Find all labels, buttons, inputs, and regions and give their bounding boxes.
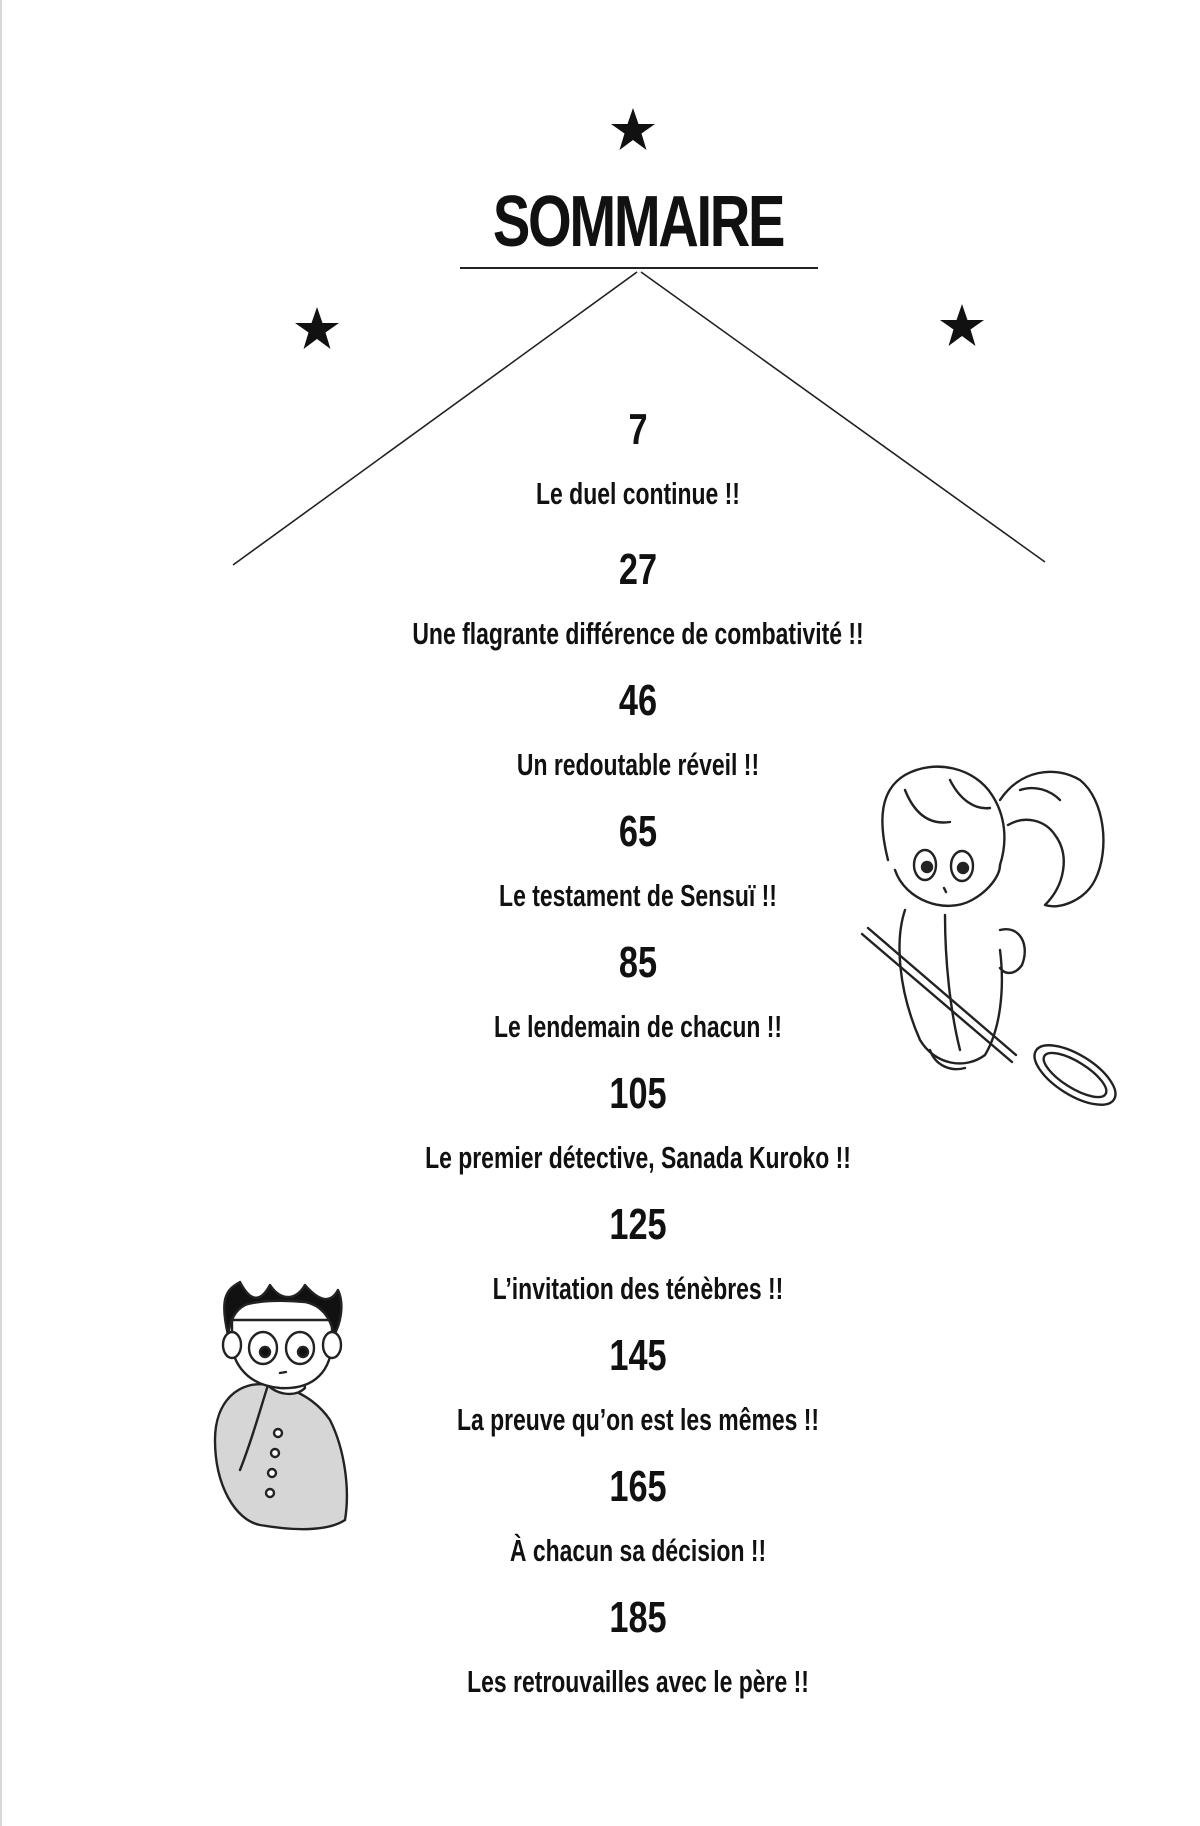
toc-chapter-title: Une flagrante différence de combativité !! <box>412 616 864 651</box>
toc-page-number: 27 <box>618 545 658 594</box>
toc-page-number: 125 <box>609 1200 667 1249</box>
toc-entry[interactable] <box>0 676 1200 782</box>
toc-entry[interactable] <box>0 1593 1200 1699</box>
toc-chapter-title: Un redoutable réveil !! <box>516 747 760 782</box>
toc-chapter-title: La preuve qu’on est les mêmes !! <box>456 1402 820 1437</box>
toc-page-number: 65 <box>618 807 658 856</box>
toc-entry[interactable] <box>0 1331 1200 1437</box>
star-icon <box>295 307 339 349</box>
toc-chapter-title: Le lendemain de chacun !! <box>493 1009 783 1044</box>
toc-page-number: 145 <box>609 1331 667 1380</box>
toc-entry[interactable] <box>0 1462 1200 1568</box>
toc-page-number: 7 <box>628 405 648 454</box>
toc-entry[interactable] <box>0 938 1200 1044</box>
star-icon <box>940 304 984 346</box>
toc-entry[interactable] <box>0 545 1200 651</box>
star-icon <box>611 108 655 150</box>
toc-page-number: 165 <box>609 1462 667 1511</box>
toc-entry[interactable] <box>0 1200 1200 1306</box>
toc-chapter-title: Le testament de Sensuï !! <box>499 878 777 913</box>
toc-chapter-title: Le duel continue !! <box>536 476 740 511</box>
toc-page-number: 46 <box>618 676 658 725</box>
toc-entry[interactable] <box>0 1069 1200 1175</box>
toc-chapter-title: Le premier détective, Sanada Kuroko !! <box>425 1140 851 1175</box>
page-title: SOMMAIRE <box>492 182 784 262</box>
toc-entry[interactable] <box>0 807 1200 913</box>
toc-chapter-title: L’invitation des ténèbres !! <box>492 1271 784 1306</box>
toc-page-number: 185 <box>609 1593 667 1642</box>
toc-page-number: 85 <box>618 938 658 987</box>
toc-chapter-title: À chacun sa décision !! <box>509 1533 767 1568</box>
toc-chapter-title: Les retrouvailles avec le père !! <box>467 1664 809 1699</box>
toc-entry[interactable] <box>0 405 1200 511</box>
toc-page-number: 105 <box>609 1069 667 1118</box>
